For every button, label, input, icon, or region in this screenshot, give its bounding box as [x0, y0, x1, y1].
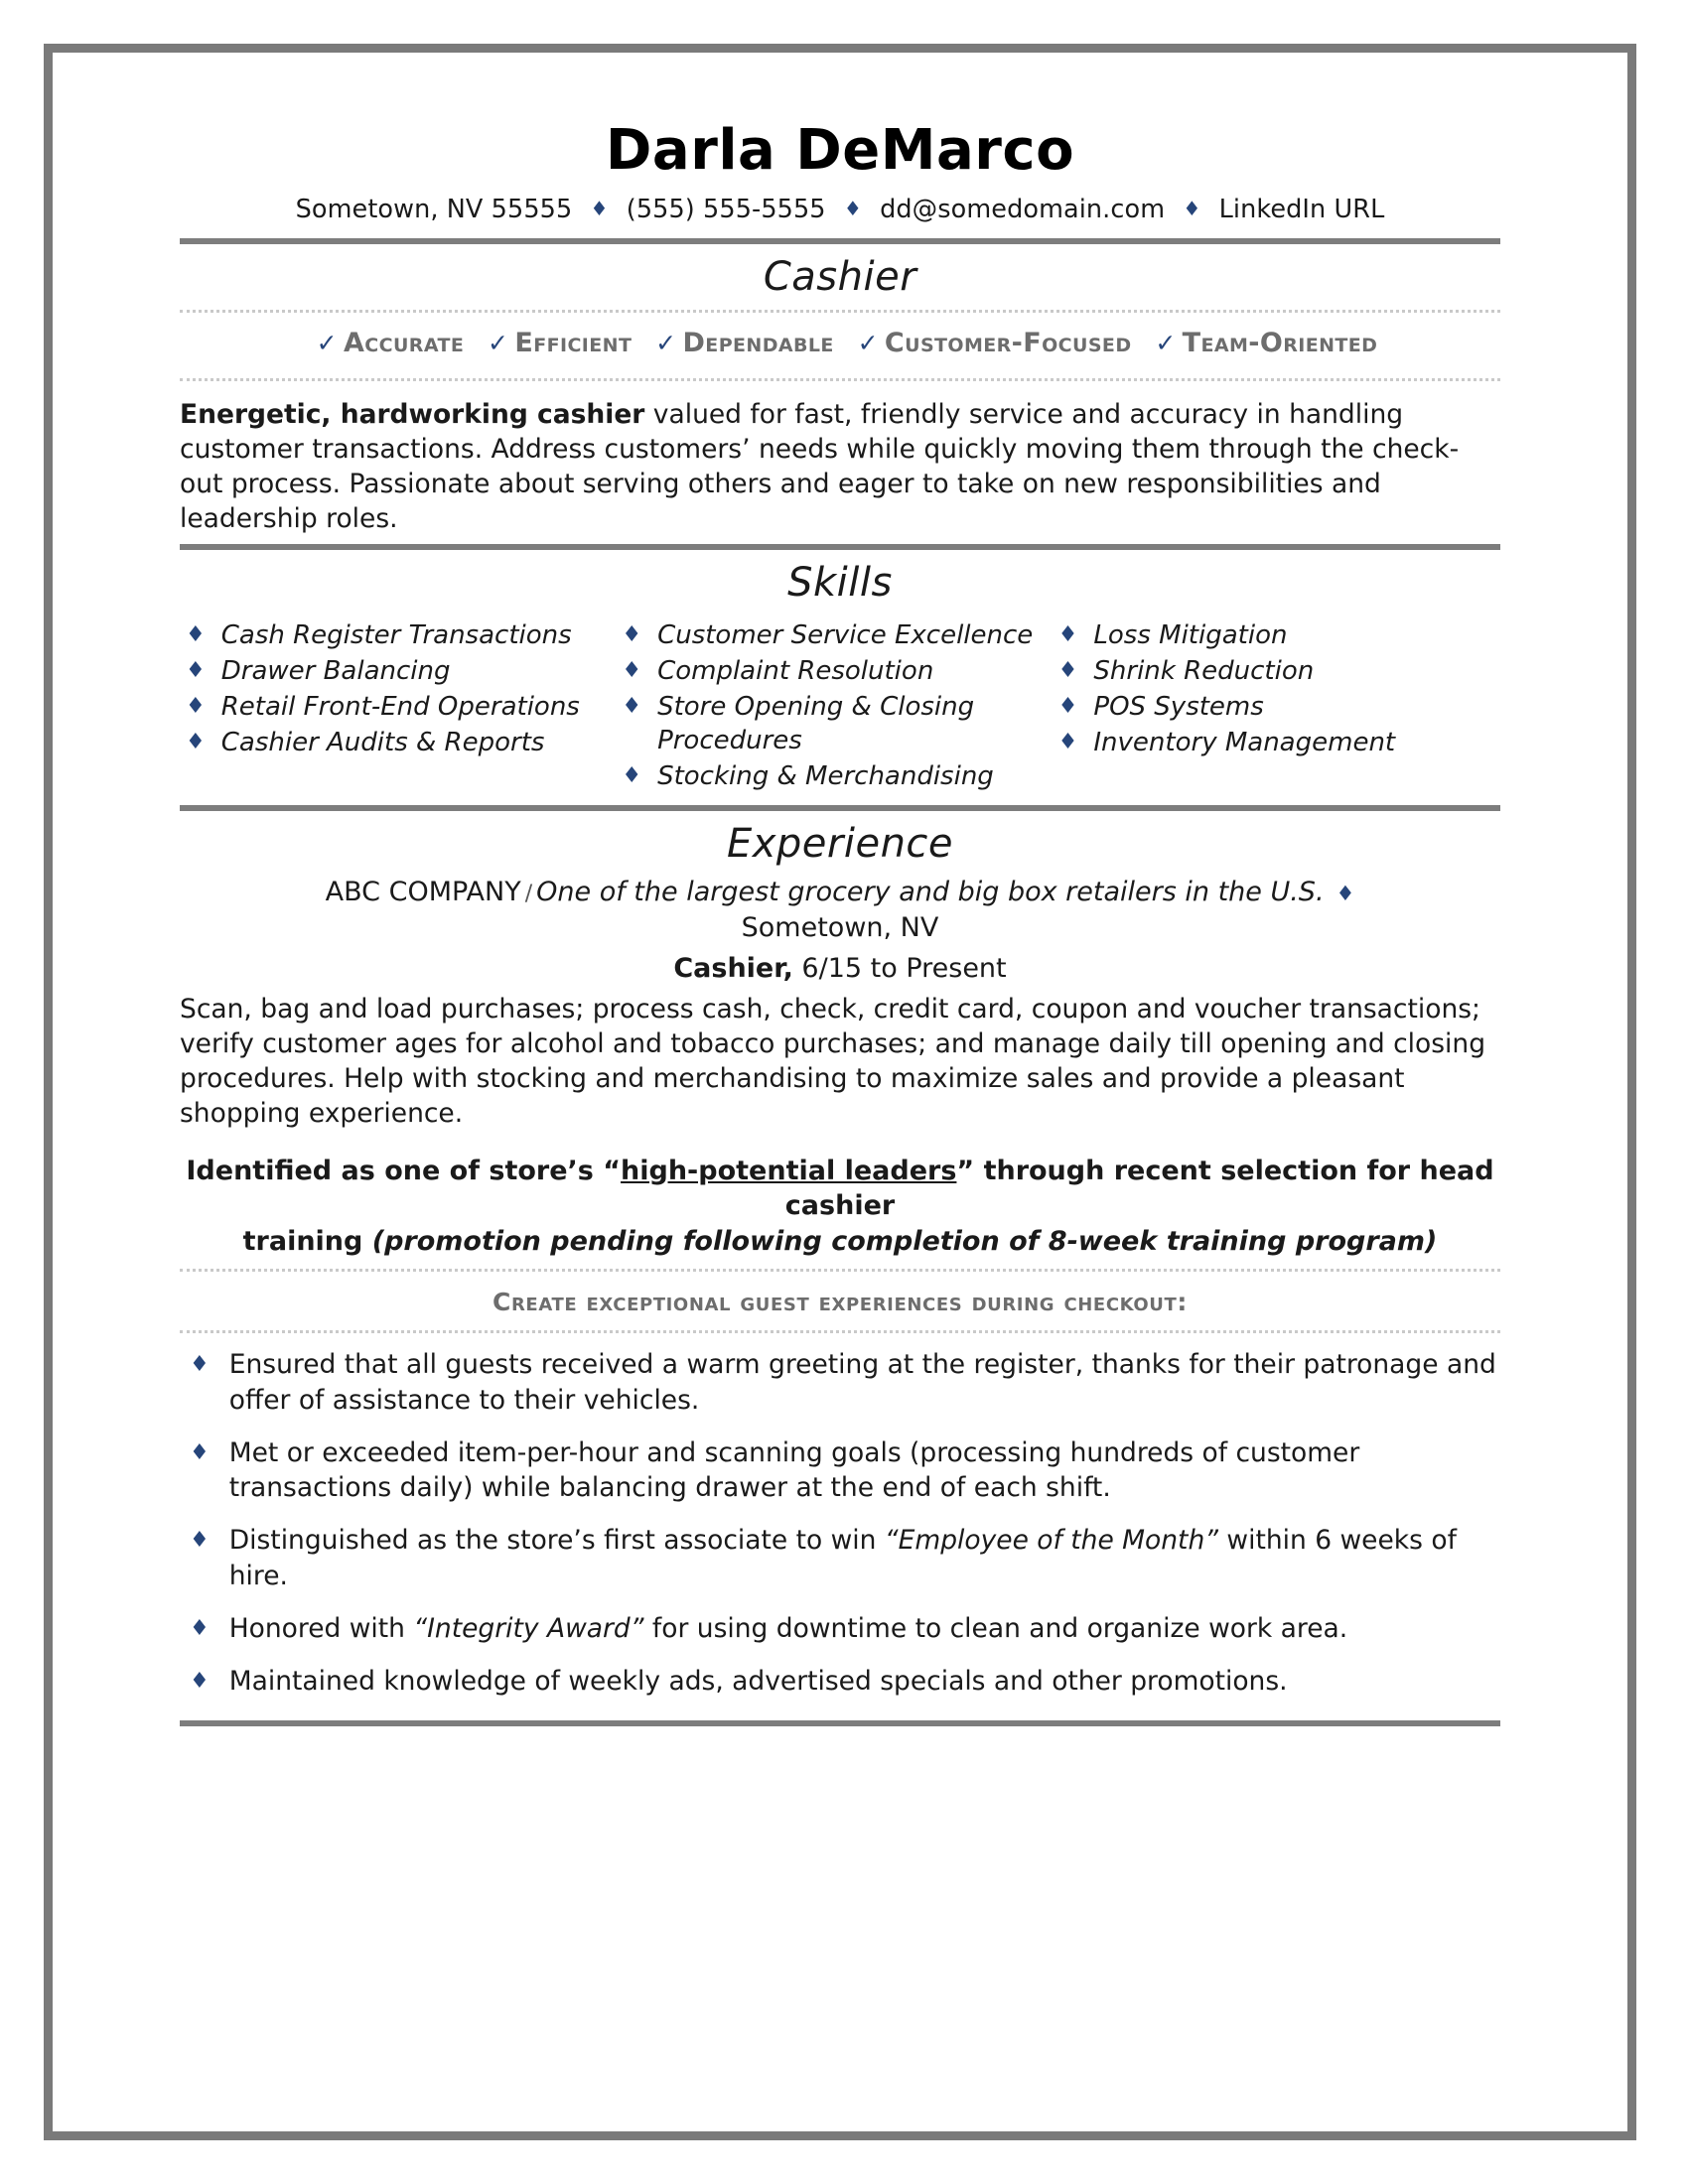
diamond-icon: ♦ [1183, 196, 1201, 220]
contact-line [180, 195, 1500, 224]
list-item [1058, 619, 1484, 653]
diamond-bullet-icon: ♦ [622, 694, 642, 720]
list-item [186, 619, 612, 653]
page-border [44, 44, 1636, 2140]
list-item [180, 1611, 1500, 1646]
check-icon: ✓ [857, 328, 879, 357]
list-item [622, 760, 1048, 794]
diamond-bullet-icon: ♦ [190, 1439, 210, 1465]
achievement-emphasis: “Employee of the Month” [884, 1525, 1218, 1557]
section-title-experience: Experience [726, 821, 954, 868]
diamond-bullet-icon: ♦ [622, 762, 642, 788]
skill-label: Drawer Balancing [220, 656, 451, 687]
diamond-bullet-icon: ♦ [1057, 694, 1078, 720]
section-title-skills: Skills [787, 560, 893, 607]
diamond-bullet-icon: ♦ [1057, 622, 1078, 648]
resume-content [70, 70, 1610, 2114]
achievement-post: within 6 weeks of hire. [228, 1525, 1457, 1591]
achievement-pre: Honored with [228, 1612, 414, 1644]
divider [180, 1720, 1500, 1726]
achievement-text [229, 1523, 1500, 1592]
divider [180, 544, 1500, 550]
employer-name: ABC COMPANY [325, 877, 521, 908]
achievement-emphasis: “Integrity Award” [413, 1612, 644, 1644]
diamond-bullet-icon: ♦ [190, 1615, 210, 1641]
diamond-bullet-icon: ♦ [186, 694, 206, 720]
list-item [186, 727, 612, 760]
skill-label: Loss Mitigation [1093, 620, 1288, 651]
skill-label: POS Systems [1093, 692, 1264, 723]
skills-column-1 [186, 619, 622, 795]
skills-column-3 [1058, 619, 1494, 795]
trait-item: Efficient [514, 327, 633, 358]
achievement-text: Met or exceeded item-per-hour and scanning goals (processing hundreds of customer transactions daily) while balancing drawer at the end of each shift. [228, 1436, 1360, 1504]
achievement-post: for using downtime to clean and organize work area. [643, 1612, 1348, 1644]
skills-columns [180, 619, 1500, 795]
list-item [180, 1523, 1500, 1592]
diamond-bullet-icon: ♦ [186, 658, 206, 684]
list-item [622, 655, 1048, 689]
contact-phone: (555) 555-5555 [626, 194, 826, 224]
skill-label: Cashier Audits & Reports [220, 727, 545, 757]
achievement-text [229, 1611, 1347, 1646]
skill-label: Stocking & Merchandising [657, 760, 994, 791]
job-highlight [180, 1154, 1500, 1260]
diamond-icon: ♦ [590, 196, 609, 220]
trait-item: Customer-Focused [884, 327, 1132, 358]
separator: / [524, 882, 533, 907]
divider-dotted [180, 1269, 1500, 1272]
diamond-icon: ♦ [1336, 882, 1355, 906]
list-item [622, 619, 1048, 653]
highlight-underlined: high-potential leaders [621, 1155, 957, 1186]
achievement-text: Ensured that all guests received a warm greeting at the register, thanks for their patronage and offer of assistance to their vehicles. [228, 1349, 1496, 1416]
skill-label: Shrink Reduction [1093, 656, 1315, 687]
divider-dotted [180, 378, 1500, 381]
employer-line [180, 875, 1500, 909]
skill-label: Complaint Resolution [657, 656, 934, 687]
highlight-italic: (promotion pending following completion of 8-week training program) [371, 1225, 1438, 1257]
contact-location: Sometown, NV 55555 [295, 194, 573, 224]
diamond-bullet-icon: ♦ [622, 658, 642, 684]
check-icon: ✓ [1155, 328, 1177, 357]
list-item [1058, 691, 1484, 725]
employer-location: Sometown, NV [741, 911, 939, 943]
list-item [180, 1664, 1500, 1699]
trait-item: Team-Oriented [1182, 327, 1378, 358]
diamond-bullet-icon: ♦ [190, 1528, 210, 1554]
achievements-subheading: Create exceptional guest experiences during checkout: [492, 1288, 1188, 1317]
contact-email[interactable]: dd@somedomain.com [880, 194, 1166, 224]
diamond-bullet-icon: ♦ [186, 729, 206, 754]
diamond-bullet-icon: ♦ [190, 1669, 210, 1695]
list-item [180, 1347, 1500, 1417]
achievements-list [180, 1347, 1500, 1699]
diamond-bullet-icon: ♦ [190, 1352, 210, 1378]
contact-linkedin[interactable]: LinkedIn URL [1218, 194, 1385, 224]
skill-label: Customer Service Excellence [657, 620, 1034, 651]
summary-rest: valued for fast, friendly service and accuracy in handling customer transactions. Address customers’ needs while quickly moving them through the check-out process. Passionate about serving others and eager to take on new responsibilities and leadership roles. [180, 398, 1460, 535]
traits-list [180, 323, 1500, 368]
highlight-part-3: training [242, 1225, 372, 1257]
skills-column-2 [622, 619, 1057, 795]
skill-label: Store Opening & Closing Procedures [657, 692, 975, 755]
highlight-part-2: ” through recent selection for head cashier [784, 1155, 1494, 1222]
summary-lead: Energetic, hardworking cashier [180, 398, 645, 430]
check-icon: ✓ [316, 328, 338, 357]
job-target-title: Cashier [763, 253, 917, 300]
divider [180, 805, 1500, 811]
divider-dotted [180, 310, 1500, 313]
skill-label: Cash Register Transactions [220, 620, 572, 651]
summary-paragraph [180, 397, 1500, 537]
list-item [180, 1435, 1500, 1505]
divider-dotted [180, 1330, 1500, 1333]
job-title-line [180, 953, 1500, 984]
skill-label: Inventory Management [1093, 727, 1396, 757]
check-icon: ✓ [488, 328, 509, 357]
page-title: Darla DeMarco [605, 118, 1075, 183]
job-description: Scan, bag and load purchases; process cash, check, credit card, coupon and voucher transactions; verify customer ages for alcohol and tobacco purchases; and manage daily till opening and closing procedures. Help with stocking and merchandising to maximize sales and provide a pleasant shopping experience. [180, 993, 1486, 1130]
diamond-icon: ♦ [843, 196, 862, 220]
list-item [622, 691, 1048, 758]
skill-label: Retail Front-End Operations [220, 692, 580, 723]
divider [180, 238, 1500, 244]
highlight-part-1: Identified as one of store’s “ [186, 1155, 622, 1186]
list-item [1058, 727, 1484, 760]
check-icon: ✓ [655, 328, 677, 357]
diamond-bullet-icon: ♦ [622, 622, 642, 648]
list-item [1058, 655, 1484, 689]
achievement-pre: Distinguished as the store’s first associate to win [228, 1525, 885, 1557]
job-title: Cashier, [673, 952, 793, 984]
achievement-text: Maintained knowledge of weekly ads, advertised specials and other promotions. [228, 1666, 1288, 1698]
diamond-bullet-icon: ♦ [1057, 658, 1078, 684]
job-dates: 6/15 to Present [792, 952, 1007, 984]
diamond-bullet-icon: ♦ [1057, 729, 1078, 754]
trait-item: Accurate [344, 327, 465, 358]
list-item [186, 655, 612, 689]
diamond-bullet-icon: ♦ [186, 622, 206, 648]
trait-item: Dependable [682, 327, 834, 358]
list-item [186, 691, 612, 725]
employer-description: One of the largest grocery and big box retailers in the U.S. [536, 877, 1325, 908]
